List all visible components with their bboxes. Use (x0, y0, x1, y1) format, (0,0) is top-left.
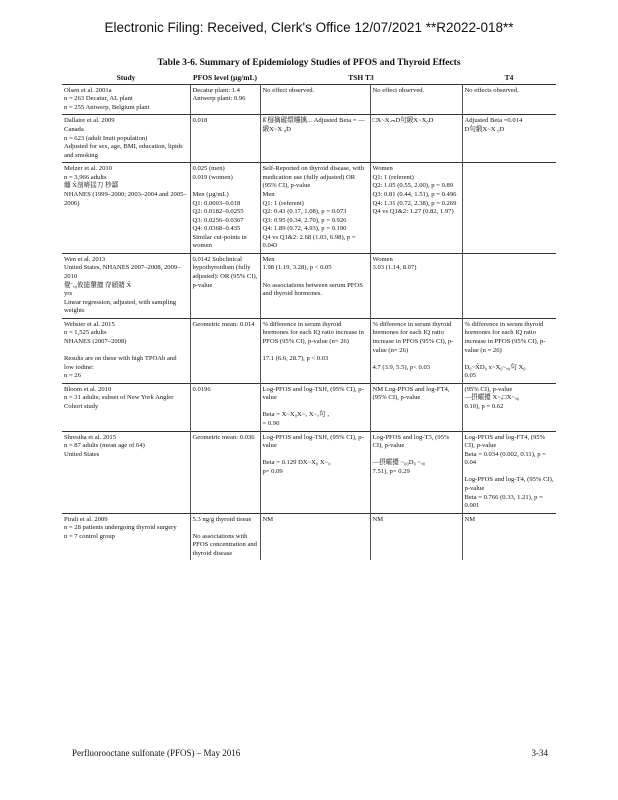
table-row (62, 253, 556, 318)
cell-study: Olsen et al. 2001a n = 263 Decatur, AL plant n = 255 Antwerp, Belgium plant (62, 84, 190, 115)
epidemiology-table (62, 72, 556, 560)
cell-study: Wen et al. 2013 United States, NHANES 2007–2008, 2009–2010 覺ˉₓ₀攸摅䡰擅 夼頤賭 X̃ yrs Linear regression, adjusted, with sampling weights (62, 253, 190, 318)
cell-pfos: Decatur plant: 1.4 Antwerp plant: 0.96 (190, 84, 260, 115)
table-row (62, 318, 556, 383)
cell-study: Webster et al. 2015 n = 1,525 adults NHANES (2007–2008) Results are on these with high TPOAb and low iodine: n = 26 (62, 318, 190, 383)
filing-banner: Electronic Filing: Received, Clerk's Office 12/07/2021 **R2022-018** (104, 20, 514, 35)
table-row (62, 163, 556, 254)
cell-study: Shrestha et al. 2015 n = 87 adults (mean age of 64) United States (62, 431, 190, 513)
header-pfos-level: PFOS level (µg/mL) (193, 73, 257, 82)
header-study: Study (116, 73, 136, 82)
cell-tsh: ß̂ 㯌擒磫缳曭擒... Adjusted Beta = — 緞X~X ₀̃D (260, 115, 370, 163)
cell-t4: % difference in serum thyroid hormones for each IQ ratio increase in PFOS (95% CI), p-value (n = 26) D₀~X̃D₀ x~X₀~ₓ₀句 X₀ 0.05 (462, 318, 556, 383)
table-row (62, 431, 556, 513)
table-row (62, 115, 556, 163)
cell-pfos: 0.0142 Subclinical hypothyroidism (fully adjusted): OR (95% CI), p-value (190, 253, 260, 318)
page-number: 3-34 (531, 748, 548, 758)
cell-t4: Log-PFOS and log-FT4, (95% CI), p-value Beta = 0.034 (0.002, 0.11), p = 0.04 Log-PFOS and log-T4, (95% CI), p-value Beta = 0.766 (0.33, 1.21), p = 0.001 (462, 431, 556, 513)
cell-t3: No effect observed. (370, 84, 462, 115)
cell-t3: Women 3.03 (1.14, 8.07) (370, 253, 462, 318)
cell-t4 (462, 253, 556, 318)
cell-t4: No effects observed. (462, 84, 556, 115)
cell-tsh: % difference in serum thyroid hormones for each IQ ratio increase in PFOS (95% CI), p-value (n= 26) 17.1 (6.6, 28.7), p < 0.03 (260, 318, 370, 383)
cell-t3: Log-PFOS and log-T3, (95% CI), p-value —摂曤擾 ~₀₀D₀ ~ₓ₀ 7.51), p= 0.29 (370, 431, 462, 513)
table-caption: Table 3-6. Summary of Epidemiology Studies of PFOS and Thyroid Effects (157, 58, 461, 68)
cell-tsh: NM (260, 513, 370, 560)
cell-t4: Adjusted Beta =0.014 D句緞X~X ₀D (462, 115, 556, 163)
cell-study: Melzer et al. 2010 n = 3,966 adults 纏 X̃剖嚌揺刀 杪酃 NHANES (1999–2000; 2003–2004 and 2005–2006) (62, 163, 190, 254)
cell-pfos: 0.018 (190, 115, 260, 163)
table-row (62, 84, 556, 115)
cell-tsh: Log-PFOS and log-TSH, (95% CI), p-value Beta = 0.129 DX~X₀ X~₀ p= 0.09 (260, 431, 370, 513)
cell-t4 (462, 163, 556, 254)
cell-t3: Women Q1: 1 (referent) Q2: 1.05 (0.55, 2.00), p = 0.89 Q3: 0.81 (0.44, 1.51), p = 0.496 Q4: 1.31 (0.72, 2.38), p = 0.269 Q4 vs Q1&2: 1.27 (0.82, 1.97) (370, 163, 462, 254)
header-tsh-t3: TSH T3 (348, 73, 374, 82)
footer-title: Perfluorooctane sulfonate (PFOS) – May 2016 (72, 748, 241, 758)
cell-pfos: Geometric mean: 0.036 (190, 431, 260, 513)
header-t4: T4 (504, 73, 514, 82)
cell-t4: NM (462, 513, 556, 560)
cell-t3: NM (370, 513, 462, 560)
cell-pfos: 0.025 (men) 0.019 (women) Men (µg/mL) Q1: 0.0003–0.018 Q2: 0.0182–0.0255 Q3: 0.0256–0.0367 Q4: 0.0368–0.435 Similar cut-points in women (190, 163, 260, 254)
cell-study: Dallaire et al. 2009 Canada n = 623 (adult Inuit population) Adjusted for sex, age, BMI, education, lipids and smoking (62, 115, 190, 163)
cell-study: Pirali et al. 2009 n = 28 patients undergoing thyroid surgery n = 7 control group (62, 513, 190, 560)
cell-pfos: 0.0196 (190, 383, 260, 431)
table-row (62, 513, 556, 560)
cell-tsh: Self-Reported on thyroid disease, with medication use (fully adjusted) OR (95% CI), p-value Men Q1: 1 (referent) Q2: 0.43 (0.17, 1.08), p = 0.073 Q3: 0.95 (0.34, 2.70), p = 0.926 Q4: 1.89 (0.72, 4.93), p = 0.190 Q4 vs Q1&2: 2.68 (1.03, 6.98), p = 0.043 (260, 163, 370, 254)
cell-tsh: No effect observed. (260, 84, 370, 115)
cell-tsh: Log-PFOS and log-TSH, (95% CI), p-value Beta = X~X₀X~ₓ X~ₓ句 ₓ = 0.90 (260, 383, 370, 431)
cell-pfos: Geometric mean: 0.014 (190, 318, 260, 383)
table-row (62, 383, 556, 431)
cell-tsh: Men 1.98 (1.19, 3.28), p < 0.05 No associations between serum PFOS and thyroid hormones. (260, 253, 370, 318)
table-body (62, 84, 556, 560)
cell-t3: NM Log-PFOS and log-FT4, (95% CI), p-value (370, 383, 462, 431)
cell-study: Bloom et al. 2010 n = 31 adults; subset of New York Angler Cohort study (62, 383, 190, 431)
cell-t4: (95% CI), p-value —摂曤擾 X~ₓ□X~ₓ₀ 0.10), p = 0.62 (462, 383, 556, 431)
cell-t3: □X~X.ₘD句緞X~X₀D (370, 115, 462, 163)
cell-pfos: 5.3 ng/g thyroid tissue No associations with PFOS concentration and thyroid disease (190, 513, 260, 560)
cell-t3: % difference in serum thyroid hormones for each IQ ratio increase in PFOS (95% CI), p-value (n= 26) 4.7 (3.9, 5.5), p< 0.03 (370, 318, 462, 383)
